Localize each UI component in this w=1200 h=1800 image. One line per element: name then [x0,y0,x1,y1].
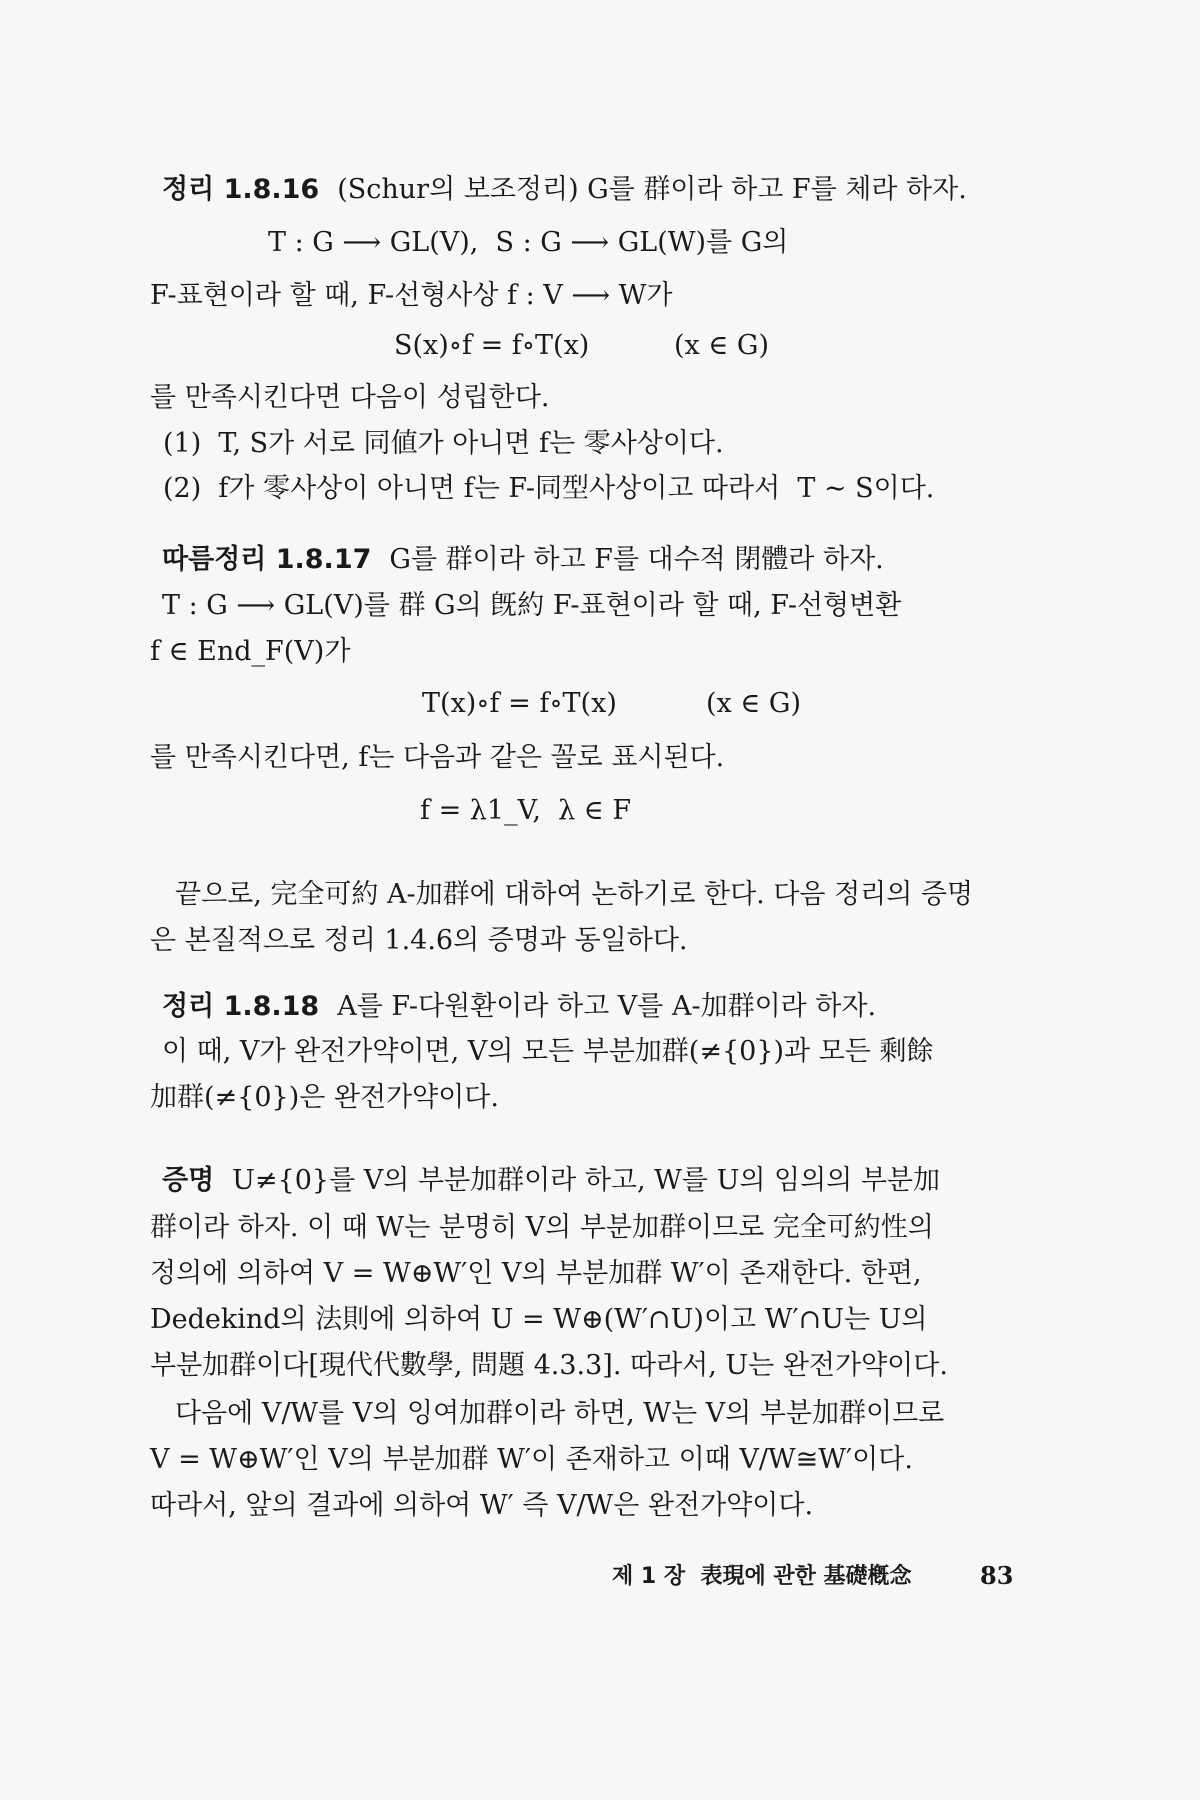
proof-line-2: 群이라 하자. 이 때 W는 분명히 V의 부분加群이므로 完全可約性의 [150,1212,934,1243]
proof-line-7: V = W⊕W′인 V의 부분加群 W′이 존재하고 이때 V/W≅W′이다. [150,1444,913,1475]
theorem-1-8-18-line-2: 이 때, V가 완전가약이면, V의 모든 부분加群(≠{0})과 모든 剩餘 [162,1036,934,1067]
equation-1-right: (x ∈ G) [674,330,770,361]
equation-2-left: T(x)∘f = f∘T(x) [422,688,617,719]
proof-line-4: Dedekind의 法則에 의하여 U = W⊕(W′∩U)이고 W′∩U는 U의 [150,1304,928,1335]
corollary-1-8-17-line-3: f ∈ End_F(V)가 [150,636,351,667]
theorem-1-8-16-item-2: (2) f가 零사상이 아니면 f는 F-同型사상이고 따라서 T ∼ S이다. [163,473,935,504]
equation-1-left: S(x)∘f = f∘T(x) [394,330,590,361]
theorem-1-8-16-line-2: T : G ⟶ GL(V), S : G ⟶ GL(W)를 G의 [268,227,789,258]
proof-line-6: 다음에 V/W를 V의 잉여加群이라 하면, W는 V의 부분加群이므로 [175,1398,945,1429]
theorem-1-8-16-item-1: (1) T, S가 서로 同値가 아니면 f는 零사상이다. [163,428,724,459]
theorem-1-8-16-line-4: 를 만족시킨다면 다음이 성립한다. [150,382,550,413]
proof-line-1: 증명 U≠{0}를 V의 부분加群이라 하고, W를 U의 임의의 부분加 [162,1165,940,1196]
page-number: 83 [980,1561,1014,1590]
theorem-1-8-18-line-1: 정리 1.8.18 A를 F-다원환이라 하고 V를 A-加群이라 하자. [162,991,877,1022]
theorem-1-8-18-line-3: 加群(≠{0})은 완전가약이다. [150,1082,499,1113]
corollary-1-8-17-line-1: 따름정리 1.8.17 G를 群이라 하고 F를 대수적 閉體라 하자. [162,544,884,575]
corollary-1-8-17-line-4: 를 만족시킨다면, f는 다음과 같은 꼴로 표시된다. [150,742,725,773]
proof-heading: 증명 [162,1165,215,1196]
theorem-heading: 정리 1.8.18 [162,991,320,1022]
chapter-footer: 제 1 장 表現에 관한 基礎槪念 [612,1564,912,1589]
corollary-1-8-17-line-2: T : G ⟶ GL(V)를 群 G의 旣約 F-표현이라 할 때, F-선형변환 [162,590,902,621]
proof-line-5: 부분加群이다[現代代數學, 問題 4.3.3]. 따라서, U는 완전가약이다. [150,1350,948,1381]
theorem-heading: 정리 1.8.16 [162,174,320,205]
corollary-heading: 따름정리 1.8.17 [162,544,372,575]
proof-line-8: 따라서, 앞의 결과에 의하여 W′ 즉 V/W은 완전가약이다. [150,1490,814,1521]
theorem-1-8-16-line-3: F-표현이라 할 때, F-선형사상 f : V ⟶ W가 [150,280,673,311]
paragraph-line-1: 끝으로, 完全可約 A-加群에 대하여 논하기로 한다. 다음 정리의 증명 [175,879,974,910]
equation-3: f = λ1_V, λ ∈ F [420,795,632,826]
proof-line-3: 정의에 의하여 V = W⊕W′인 V의 부분加群 W′이 존재한다. 한편, [150,1258,922,1289]
theorem-1-8-16-line-1: 정리 1.8.16 (Schur의 보조정리) G를 群이라 하고 F를 체라 하자. [162,174,967,205]
paragraph-line-2: 은 본질적으로 정리 1.4.6의 증명과 동일하다. [150,925,688,956]
equation-2-right: (x ∈ G) [706,688,802,719]
